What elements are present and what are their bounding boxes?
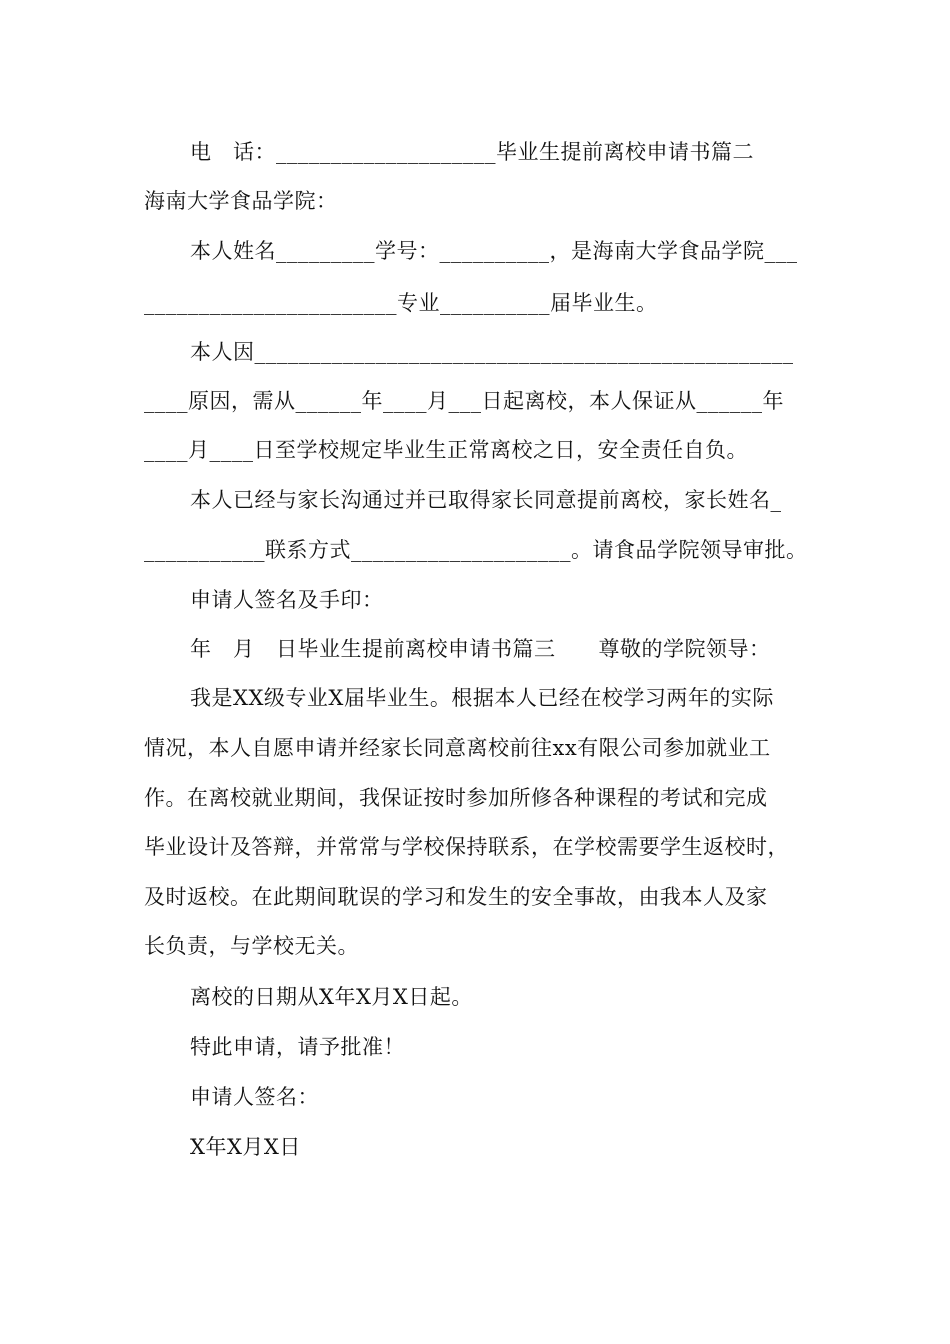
paragraph-line: ___________联系方式____________________。请食品学院领导审批。: [144, 538, 808, 562]
paragraph-line: _______________________专业__________届毕业生。: [144, 291, 658, 315]
signature-line: 申请人签名及手印：: [190, 588, 384, 612]
date-heading-line: 年 月 日毕业生提前离校申请书篇三 尊敬的学院领导：: [190, 637, 771, 661]
date-line: X年X月X日: [190, 1135, 301, 1159]
leave-date-line: 离校的日期从X年X月X日起。: [190, 985, 473, 1009]
paragraph-line: 作。在离校就业期间，我保证按时参加所修各种课程的考试和完成: [144, 786, 768, 810]
paragraph-line: 情况，本人自愿申请并经家长同意离校前往xx有限公司参加就业工: [144, 736, 771, 760]
paragraph-line: 我是XX级专业X届毕业生。根据本人已经在校学习两年的实际: [190, 686, 774, 710]
paragraph-line: 长负责，与学校无关。: [144, 934, 359, 958]
paragraph-line: ____原因，需从______年____月___日起离校，本人保证从______年: [144, 389, 784, 413]
request-line: 特此申请，请予批准！: [190, 1035, 405, 1059]
paragraph-line: 本人姓名_________学号：__________，是海南大学食品学院___: [190, 239, 798, 263]
paragraph-line: ____月____日至学校规定毕业生正常离校之日，安全责任自负。: [144, 438, 748, 462]
paragraph-line: 及时返校。在此期间耽误的学习和发生的安全事故，由我本人及家: [144, 885, 768, 909]
paragraph-line: 本人因_________________________________________________: [190, 340, 794, 364]
paragraph-line: 毕业设计及答辩，并常常与学校保持联系，在学校需要学生返校时，: [144, 835, 789, 859]
phone-line: 电 话：____________________毕业生提前离校申请书篇二: [190, 140, 754, 164]
signature-line: 申请人签名：: [190, 1085, 319, 1109]
paragraph-line: 本人已经与家长沟通过并已取得家长同意提前离校，家长姓名_: [190, 488, 782, 512]
addressee-line: 海南大学食品学院：: [144, 189, 338, 213]
